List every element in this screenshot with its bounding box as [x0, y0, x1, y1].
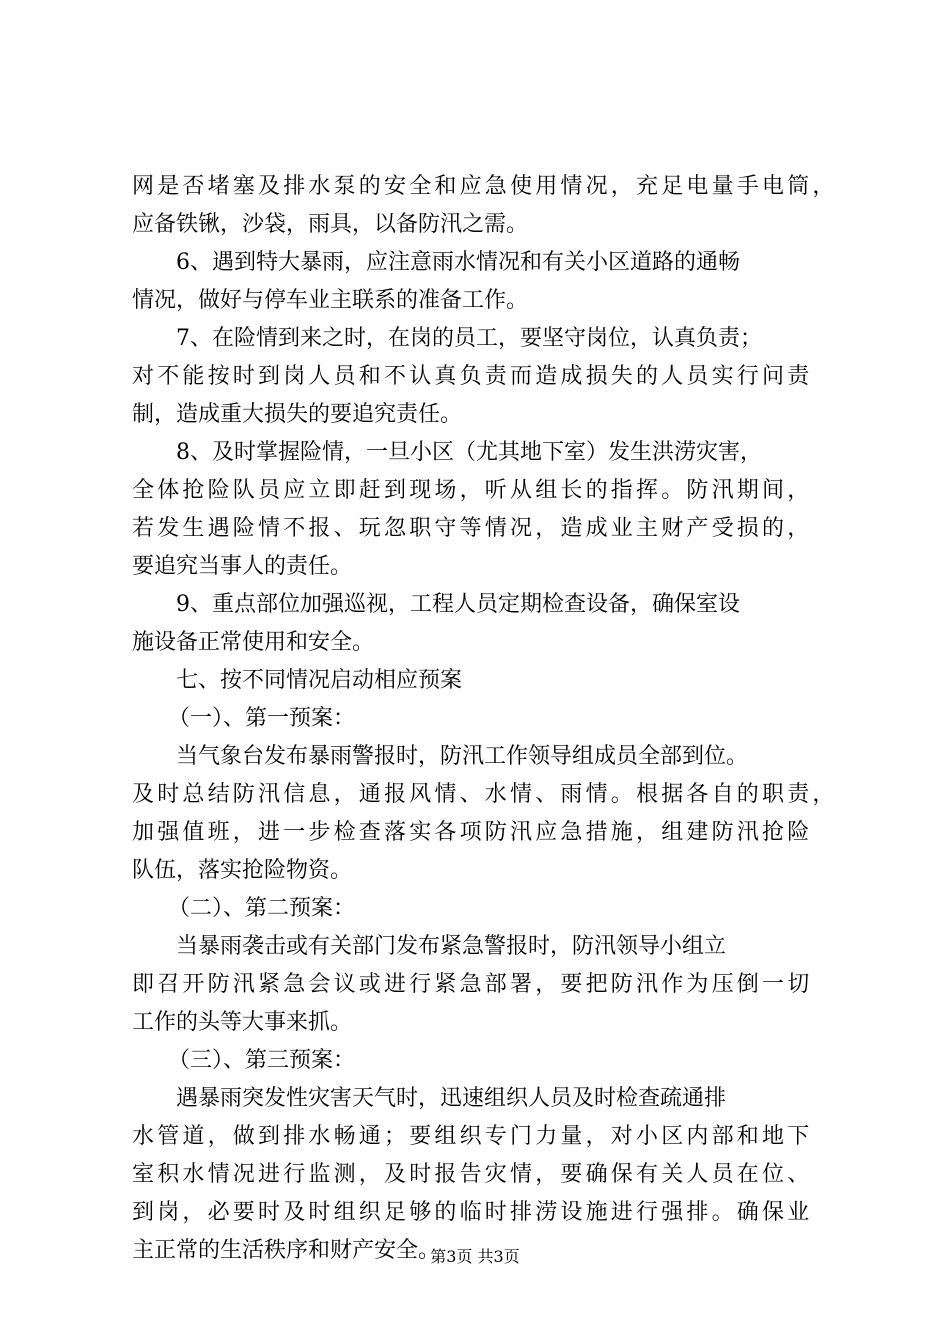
section-heading: 七、按不同情况启动相应预案 [176, 668, 463, 693]
text-line: 当气象台发布暴雨警报时，防汛工作领导组成员全部到位。 [176, 744, 749, 769]
text-line: 及时总结防汛信息，通报风情、水情、雨情。根据各自的职责， [132, 782, 838, 807]
text-line: 制，造成重大损失的要追究责任。 [132, 402, 463, 427]
text-line: 水管道，做到排水畅通；要组织专门力量，对小区内部和地下 [132, 1124, 813, 1149]
text-line: 遇暴雨突发性灾害天气时，迅速组织人员及时检查疏通排 [176, 1086, 727, 1111]
text-line: 7、在险情到来之时，在岗的员工，要坚守岗位，认真负责； [176, 326, 762, 351]
subsection-heading: （一）、第一预案： [168, 706, 356, 731]
text-line: 即召开防汛紧急会议或进行紧急部署，要把防汛作为压倒一切 [132, 972, 813, 997]
text-line: 主正常的生活秩序和财产安全。 [132, 1238, 441, 1263]
page-number-label: 第3页 共3页 [430, 1247, 520, 1266]
text-line: 全体抢险队员应立即赶到现场，听从组长的指挥。防汛期间， [132, 478, 813, 503]
page-footer [0, 1244, 950, 1267]
text-line: 8、及时掌握险情，一旦小区（尤其地下室）发生洪涝灾害， [176, 440, 762, 465]
text-line: 要追究当事人的责任。 [132, 554, 353, 579]
text-line: 网是否堵塞及排水泵的安全和应急使用情况，充足电量手电筒， [132, 174, 838, 199]
text-line: 情况，做好与停车业主联系的准备工作。 [132, 288, 529, 313]
text-line: 当暴雨袭击或有关部门发布紧急警报时，防汛领导小组立 [176, 934, 727, 959]
text-line: 工作的头等大事来抓。 [132, 1010, 353, 1035]
text-line: 到岗，必要时及时组织足够的临时排涝设施进行强排。确保业 [132, 1200, 813, 1225]
subsection-heading: （二）、第二预案： [168, 896, 356, 921]
text-line: 9、重点部位加强巡视，工程人员定期检查设备，确保室设 [176, 592, 740, 617]
subsection-heading: （三）、第三预案： [168, 1048, 356, 1073]
text-line: 应备铁锹，沙袋，雨具，以备防汛之需。 [132, 212, 529, 237]
text-line: 6、遇到特大暴雨，应注意雨水情况和有关小区道路的通畅 [176, 250, 740, 275]
text-line: 若发生遇险情不报、玩忽职守等情况，造成业主财产受损的， [132, 516, 813, 541]
text-line: 室积水情况进行监测，及时报告灾情，要确保有关人员在位、 [132, 1162, 813, 1187]
text-line: 施设备正常使用和安全。 [132, 630, 375, 655]
document-body [132, 168, 838, 1270]
text-line: 对不能按时到岗人员和不认真负责而造成损失的人员实行问责 [132, 364, 813, 389]
text-line: 加强值班，进一步检查落实各项防汛应急措施，组建防汛抢险 [132, 820, 813, 845]
text-line: 队伍，落实抢险物资。 [132, 858, 353, 883]
